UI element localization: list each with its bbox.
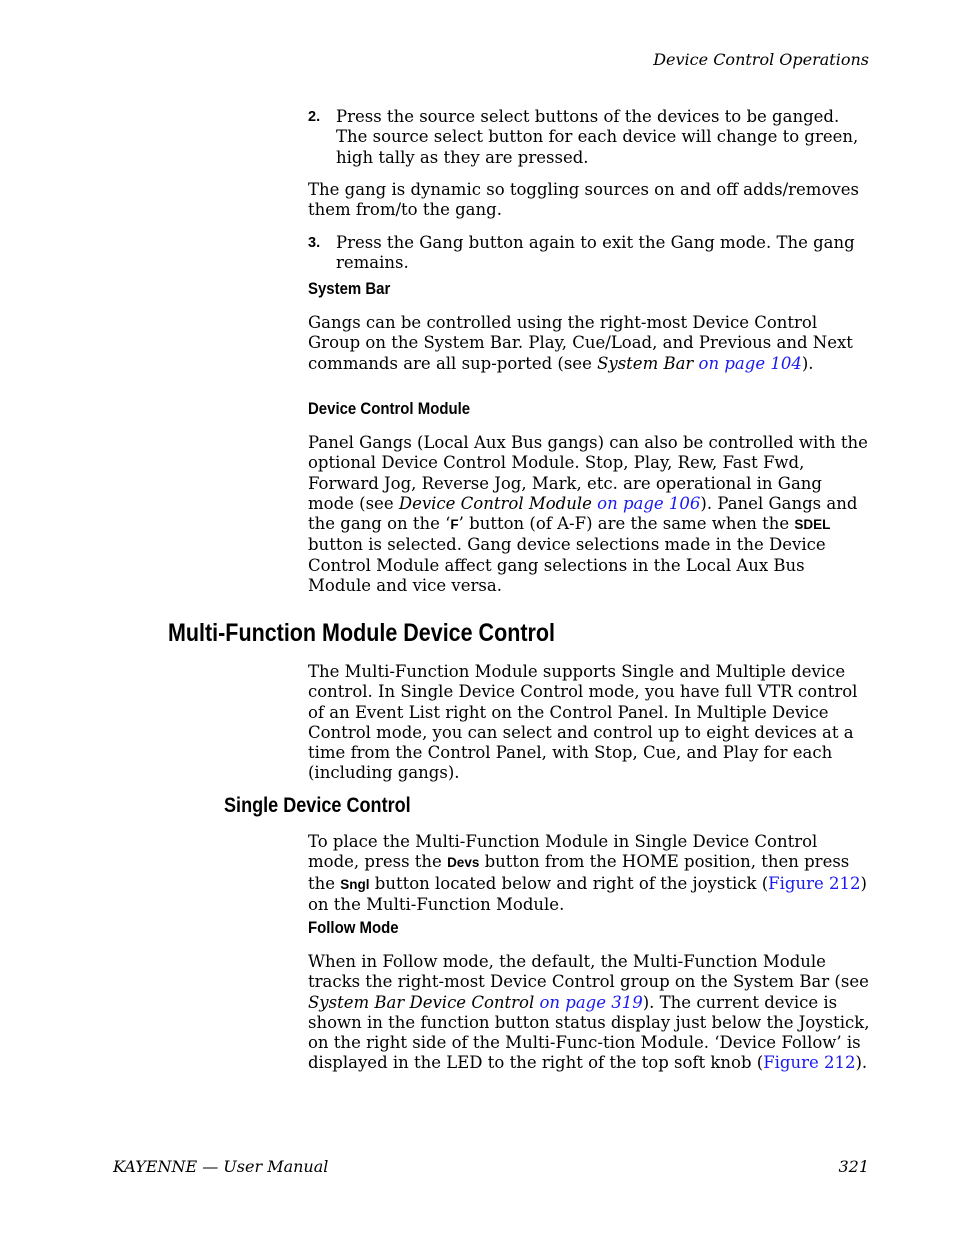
single-device-paragraph bbox=[308, 832, 870, 915]
button-name-sngl: Sngl bbox=[340, 876, 370, 892]
single-device-control-heading: Single Device Control bbox=[224, 794, 411, 817]
running-header: Device Control Operations bbox=[653, 50, 869, 69]
text-run: button from the HOME position, then press the bbox=[308, 852, 850, 893]
follow-mode-heading: Follow Mode bbox=[308, 918, 399, 937]
text-run: ). The current device is shown in the function button status display just below the Joystick, on the right side of the Multi-Func-tion Module. ‘Device Follow’ is displayed in the LED to the right of the top soft knob ( bbox=[308, 992, 870, 1073]
text-run: ). Panel Gangs and the gang on the ‘ bbox=[308, 493, 858, 534]
button-name-devs: Devs bbox=[447, 855, 480, 871]
xref-title: System Bar bbox=[597, 353, 694, 373]
mfm-device-control-heading: Multi-Function Module Device Control bbox=[168, 619, 555, 647]
text-run: Gangs can be controlled using the right-most Device Control Group on the System Bar. Play, Cue/Load, and Previous and Next commands are all sup-ported (see bbox=[308, 313, 853, 373]
device-control-module-paragraph bbox=[308, 433, 870, 596]
button-name-f: F bbox=[450, 517, 459, 533]
text-run: Panel Gangs (Local Aux Bus gangs) can also be controlled with the optional Device Control Module. Stop, Play, Rew, Fast Fwd, Forward Jog, Reverse Jog, Mark, etc. are operational in Gang mode (see bbox=[308, 433, 868, 513]
text-run: ’ button (of A-F) are the same when the bbox=[458, 514, 795, 534]
system-bar-paragraph bbox=[308, 313, 870, 374]
xref-link[interactable]: on page 106 bbox=[591, 493, 701, 513]
text-run: button is selected. Gang device selections made in the Device Control Module affect gang selections in the Local Aux Bus Module and vice versa. bbox=[308, 535, 826, 596]
step-text: Press the Gang button again to exit the Gang mode. The gang remains. bbox=[336, 233, 855, 273]
text-run: To place the Multi-Function Module in Single Device Control mode, press the bbox=[308, 832, 818, 872]
step-number: 2. bbox=[308, 109, 321, 125]
step-text: Press the source select buttons of the devices to be ganged. The source select button for each device will change to green, high tally as they are pressed. bbox=[336, 107, 859, 167]
device-control-module-heading: Device Control Module bbox=[308, 399, 471, 418]
xref-link[interactable]: on page 104 bbox=[693, 353, 802, 373]
text-run: When in Follow mode, the default, the Multi-Function Module tracks the right-most Device Control group on the System Bar (see bbox=[308, 952, 869, 992]
figure-link[interactable]: Figure 212 bbox=[768, 873, 861, 893]
step-number: 3. bbox=[308, 235, 321, 251]
footer-manual-title: KAYENNE — User Manual bbox=[113, 1157, 329, 1176]
follow-mode-paragraph bbox=[308, 952, 870, 1074]
figure-link[interactable]: Figure 212 bbox=[763, 1053, 856, 1073]
step-3 bbox=[308, 233, 870, 274]
xref-link[interactable]: on page 319 bbox=[534, 992, 643, 1012]
text-run: ) on the Multi-Function Module. bbox=[308, 873, 867, 914]
xref-title: Device Control Module bbox=[398, 493, 592, 513]
footer-page-number: 321 bbox=[838, 1157, 869, 1176]
system-bar-heading: System Bar bbox=[308, 279, 391, 298]
gang-dynamic-paragraph: The gang is dynamic so toggling sources on and off adds/removes them from/to the gang. bbox=[308, 180, 859, 220]
mfm-paragraph: The Multi-Function Module supports Single and Multiple device control. In Single Device Control mode, you have full VTR control of an Event List right on the Control Panel. In Multiple Device Control mode, you can select and control up to eight devices at a time from the Control Panel, with Stop, Cue, and Play for each (including gangs). bbox=[308, 662, 858, 783]
text-run: ). bbox=[801, 353, 814, 373]
button-name-sdel: SDEL bbox=[794, 517, 831, 533]
step-2 bbox=[308, 107, 870, 168]
xref-title: System Bar Device Control bbox=[308, 992, 535, 1012]
text-run: ). bbox=[855, 1053, 868, 1073]
text-run: button located below and right of the joystick ( bbox=[369, 873, 769, 893]
